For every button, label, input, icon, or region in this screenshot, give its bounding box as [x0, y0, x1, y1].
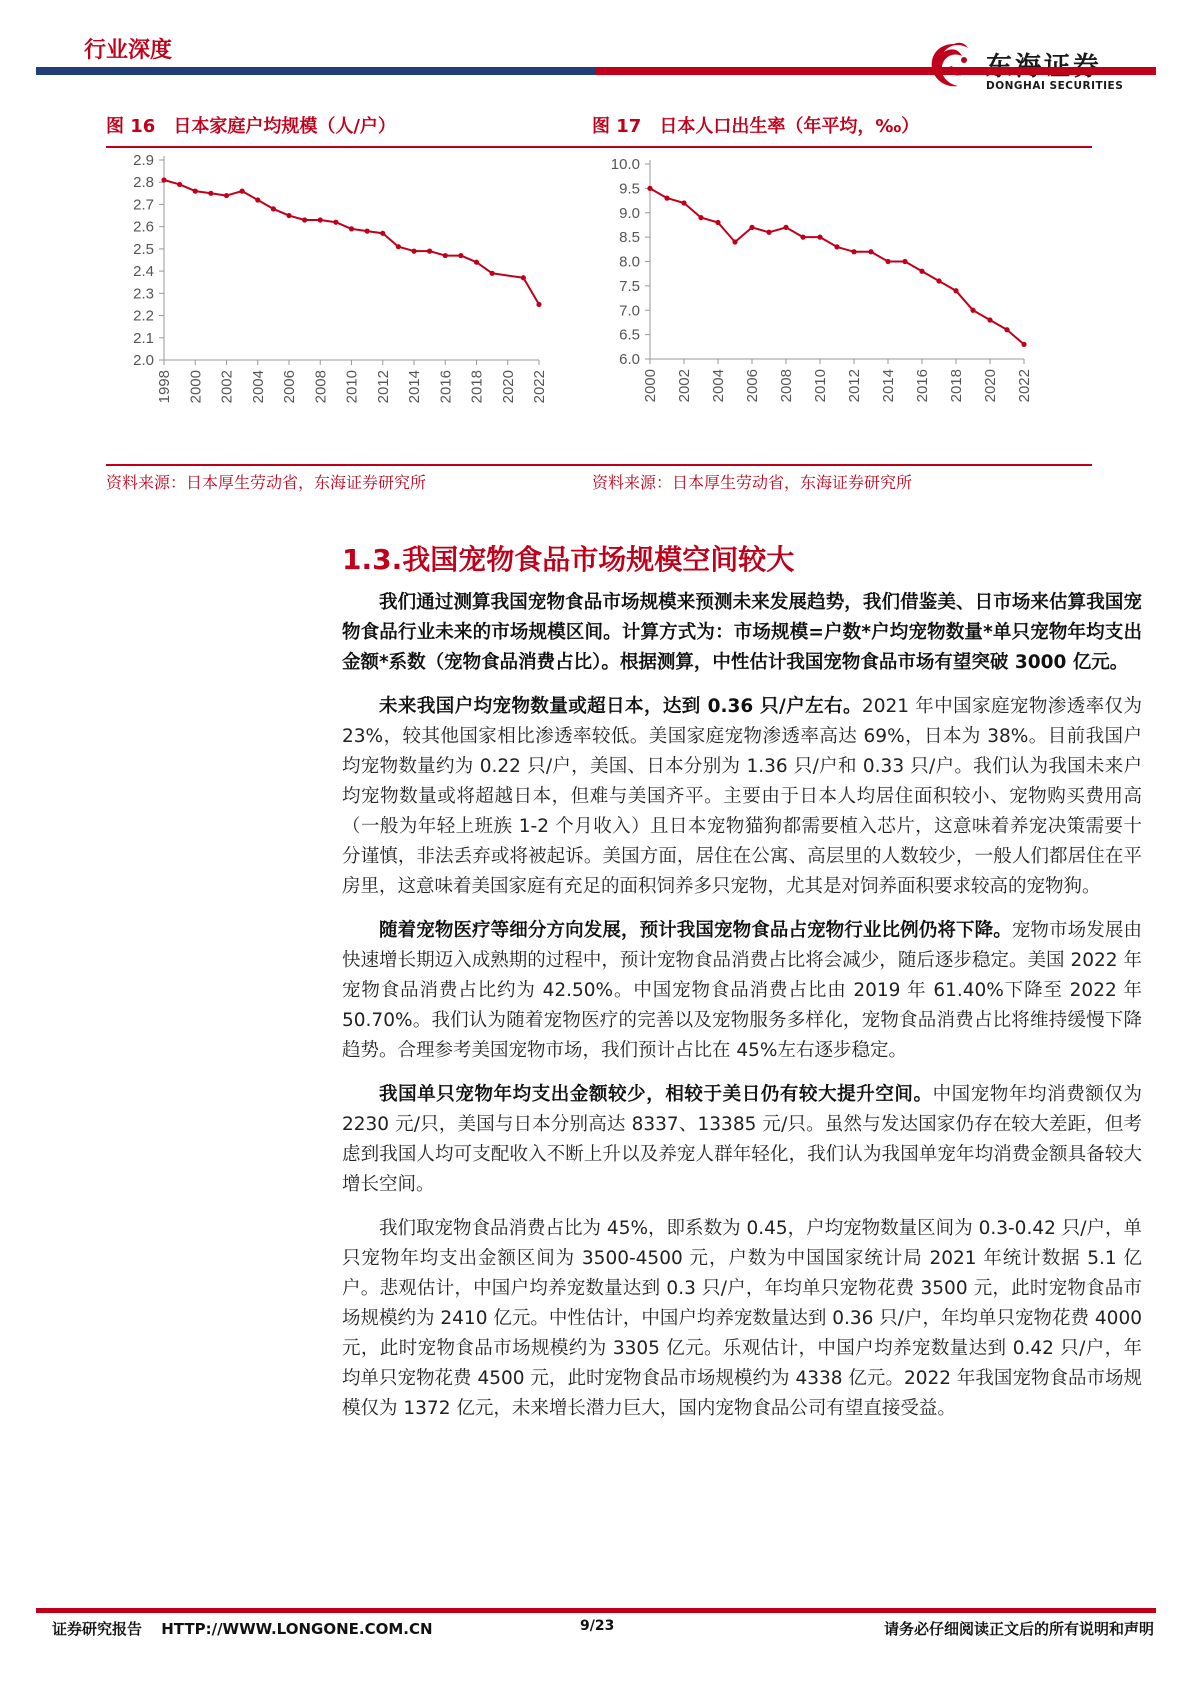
paragraph-1 — [342, 588, 1142, 678]
x-tick-label: 2014 — [406, 370, 423, 404]
body-text — [342, 588, 1142, 1438]
y-tick-label: 2.8 — [133, 174, 154, 192]
series-line — [164, 180, 539, 304]
footer-url[interactable]: HTTP://WWW.LONGONE.COM.CN — [161, 1620, 433, 1638]
logo-text-en: DONGHAI SECURITIES — [986, 80, 1124, 92]
data-point — [715, 220, 720, 225]
x-tick-label: 2018 — [468, 370, 486, 404]
paragraph-5 — [342, 1214, 1142, 1424]
page-number: 9/23 — [580, 1618, 615, 1634]
x-tick-label: 2008 — [778, 369, 795, 403]
x-tick-label: 2018 — [948, 369, 965, 403]
y-tick-label: 9.0 — [619, 204, 640, 222]
header-bar — [36, 67, 1156, 75]
x-tick-label: 2010 — [812, 369, 829, 403]
data-point — [885, 259, 890, 264]
data-point — [800, 235, 805, 240]
data-point — [536, 302, 541, 307]
data-point — [443, 253, 448, 258]
data-point — [681, 200, 686, 205]
chart-household-size — [106, 152, 606, 462]
x-tick-label: 2016 — [914, 369, 931, 403]
y-tick-label: 2.4 — [133, 263, 154, 281]
data-point — [224, 193, 229, 198]
paragraph-5-text: 我们取宠物食品消费占比为 45%，即系数为 0.45，户均宠物数量区间为 0.3-0.42 只/户，单只宠物年均支出金额区间为 3500-4500 元，户数为中国国家统计局 2021 年统计数据 5.1 亿户。悲观估计，中国户均养宠数量达到 0.3 只/户，年均单只宠物花费 3500 元，此时宠物食品市场规模约为 2410 亿元。中性估计，中国户均养宠数量达到 0.36 只/户，年均单只宠物花费 4000 元，此时宠物食品市场规模约为 3305 亿元。乐观估计，中国户均养宠数量达到 0.42 只/户，年均单只宠物花费 4500 元，此时宠物食品市场规模约为 4338 亿元。2022 年我国宠物食品市场规模仅为 1372 亿元，未来增长潜力巨大，国内宠物食品公司有望直接受益。 — [342, 1218, 1142, 1419]
x-tick-label: 2022 — [1016, 369, 1033, 403]
paragraph-2-bold: 未来我国户均宠物数量或超日本，达到 0.36 只/户左右。 — [379, 696, 862, 717]
data-point — [318, 217, 323, 222]
section-label: 行业深度 — [84, 38, 173, 63]
y-tick-label: 8.5 — [619, 229, 640, 247]
data-point — [1004, 327, 1009, 332]
y-tick-label: 10.0 — [610, 156, 640, 173]
paragraph-3-bold: 随着宠物医疗等细分方向发展，预计我国宠物食品占宠物行业比例仍将下降。 — [379, 920, 1012, 941]
data-point — [783, 225, 788, 230]
paragraph-2 — [342, 692, 1142, 902]
paragraph-1-bold: 我们通过测算我国宠物食品市场规模来预测未来发展趋势，我们借鉴美、日市场来估算我国宠物食品行业未来的市场规模区间。计算方式为：市场规模=户数*户均宠物数量*单只宠物年均支出金额*系数（宠物食品消费占比）。根据测算，中性估计我国宠物食品市场有望突破 3000 亿元。 — [342, 592, 1142, 673]
data-point — [766, 230, 771, 235]
data-point — [365, 229, 370, 234]
figure-17 — [592, 112, 1092, 492]
y-tick-label: 7.0 — [619, 302, 640, 320]
data-point — [902, 259, 907, 264]
data-point — [919, 269, 924, 274]
dragon-logo-icon — [924, 38, 982, 94]
data-point — [193, 189, 198, 194]
data-point — [834, 244, 839, 249]
data-point — [664, 196, 669, 201]
figure-17-source: 资料来源：日本厚生劳动省，东海证券研究所 — [592, 473, 913, 492]
x-tick-label: 2002 — [676, 369, 693, 403]
figure-16 — [106, 112, 606, 492]
series-line — [650, 188, 1024, 344]
data-point — [1021, 342, 1026, 347]
footer-report-label: 证券研究报告 — [52, 1620, 143, 1638]
data-point — [286, 213, 291, 218]
data-point — [749, 225, 754, 230]
x-tick-label: 2000 — [187, 370, 205, 404]
y-tick-label: 6.5 — [619, 326, 640, 344]
footer-disclaimer: 请务必仔细阅读正文后的所有说明和声明 — [883, 1620, 1154, 1638]
x-tick-label: 2016 — [437, 370, 455, 404]
figure-16-source: 资料来源：日本厚生劳动省，东海证券研究所 — [106, 473, 427, 492]
data-point — [208, 191, 213, 196]
section-title: 1.3.我国宠物食品市场规模空间较大 — [342, 543, 795, 576]
data-point — [333, 220, 338, 225]
x-tick-label: 2020 — [982, 369, 999, 403]
data-point — [936, 278, 941, 283]
x-tick-label: 1998 — [156, 370, 173, 404]
data-point — [953, 288, 958, 293]
x-tick-label: 2004 — [710, 369, 727, 403]
data-point — [987, 317, 992, 322]
x-tick-label: 2014 — [880, 369, 897, 403]
chart-birth-rate — [592, 152, 1092, 462]
y-tick-label: 7.5 — [619, 277, 640, 295]
footer-left — [52, 1618, 447, 1639]
y-tick-label: 9.5 — [619, 180, 640, 198]
y-tick-label: 2.1 — [133, 329, 154, 347]
figure-16-title: 图 16 日本家庭户均规模（人/户） — [106, 116, 396, 137]
paragraph-3 — [342, 916, 1142, 1066]
paragraph-3-text: 宠物市场发展由快速增长期迈入成熟期的过程中，预计宠物食品消费占比将会减少，随后逐步稳定。美国 2022 年宠物食品消费占比约为 42.50%。中国宠物食品消费占比由 2019 年 61.40%下降至 2022 年 50.70%。我们认为随着宠物医疗的完善以及宠物服务多样化，宠物食品消费占比将维持缓慢下降趋势。合理参考美国宠物市场，我们预计占比在 45%左右逐步稳定。 — [342, 920, 1142, 1061]
logo-text-cn — [986, 46, 1102, 83]
data-point — [521, 275, 526, 280]
data-point — [240, 189, 245, 194]
data-point — [177, 182, 182, 187]
figure-17-title: 图 17 日本人口出生率（年平均，‰） — [592, 116, 920, 137]
x-tick-label: 2022 — [531, 370, 548, 404]
y-tick-label: 2.6 — [133, 218, 154, 236]
x-tick-label: 2010 — [343, 370, 361, 404]
data-point — [698, 215, 703, 220]
y-tick-label: 2.3 — [133, 285, 154, 303]
data-point — [868, 249, 873, 254]
y-tick-label: 8.0 — [619, 253, 640, 271]
data-point — [458, 253, 463, 258]
x-tick-label: 2012 — [846, 369, 863, 403]
y-tick-label: 2.9 — [133, 152, 154, 169]
y-tick-label: 6.0 — [619, 351, 640, 368]
x-tick-label: 2004 — [249, 370, 267, 404]
data-point — [851, 249, 856, 254]
paragraph-4-text: 中国宠物年均消费额仅为 2230 元/只，美国与日本分别高达 8337、13385 元/只。虽然与发达国家仍存在较大差距，但考虑到我国人均可支配收入不断上升以及养宠人群年轻化，我们认为我国单宠年均消费金额具备较大增长空间。 — [342, 1084, 1142, 1195]
data-point — [970, 308, 975, 313]
footer-rule — [36, 1608, 1156, 1613]
data-point — [349, 226, 354, 231]
paragraph-4-bold: 我国单只宠物年均支出金额较少，相较于美日仍有较大提升空间。 — [379, 1084, 933, 1105]
y-tick-label: 2.5 — [133, 240, 154, 258]
data-point — [732, 239, 737, 244]
y-tick-label: 2.0 — [133, 352, 154, 369]
x-tick-label: 2020 — [499, 370, 517, 404]
paragraph-4 — [342, 1080, 1142, 1200]
x-tick-label: 2012 — [374, 370, 392, 404]
data-point — [490, 271, 495, 276]
data-point — [474, 260, 479, 265]
paragraph-2-text: 2021 年中国家庭宠物渗透率仅为 23%，较其他国家相比渗透率较低。美国家庭宠物渗透率高达 69%，日本为 38%。目前我国户均宠物数量约为 0.22 只/户，美国、日本分别为 1.36 只/户和 0.33 只/户。我们认为我国未来户均宠物数量或将超越日本，但难与美国齐平。主要由于日本人均居住面积较小、宠物购买费用高（一般为年轻上班族 1-2 个月收入）且日本宠物猫狗都需要植入芯片，这意味着养宠决策需要十分谨慎，非法丢弃或将被起诉。美国方面，居住在公寓、高层里的人数较少，一般人们都居住在平房里，这意味着美国家庭有充足的面积饲养多只宠物，尤其是对饲养面积要求较高的宠物狗。 — [342, 696, 1142, 897]
y-tick-label: 2.2 — [133, 307, 154, 325]
x-tick-label: 2002 — [218, 370, 236, 404]
data-point — [380, 231, 385, 236]
data-point — [271, 206, 276, 211]
data-point — [161, 177, 166, 182]
y-tick-label: 2.7 — [133, 196, 154, 214]
x-tick-label: 2000 — [642, 369, 659, 403]
x-tick-label: 2006 — [744, 369, 761, 403]
x-tick-label: 2006 — [281, 370, 298, 404]
data-point — [396, 244, 401, 249]
x-tick-label: 2008 — [312, 370, 330, 404]
data-point — [647, 186, 652, 191]
data-point — [411, 249, 416, 254]
data-point — [427, 249, 432, 254]
data-point — [302, 217, 307, 222]
data-point — [255, 197, 260, 202]
data-point — [817, 235, 822, 240]
